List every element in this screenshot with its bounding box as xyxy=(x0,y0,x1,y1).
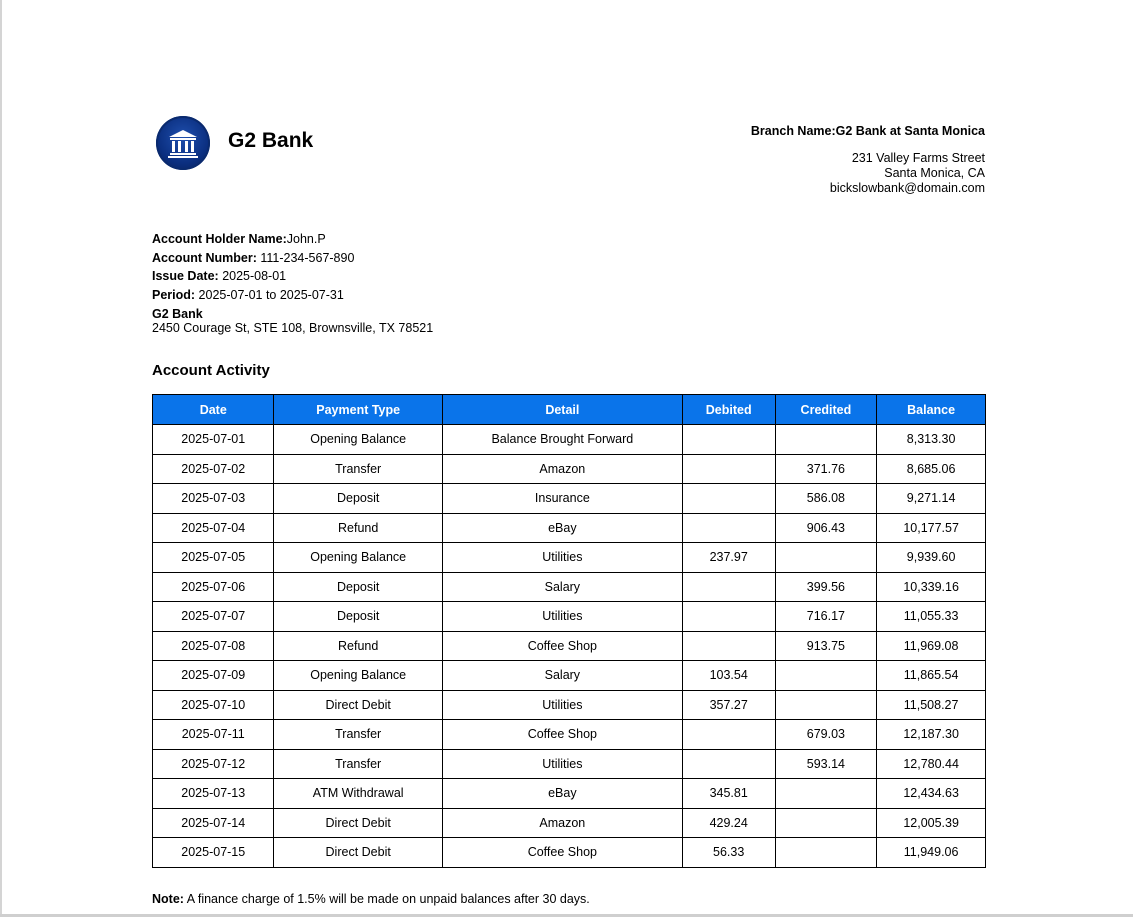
cell-credited: 906.43 xyxy=(775,513,877,543)
bank-building-icon xyxy=(166,126,200,160)
issue-date xyxy=(152,269,433,288)
cell-payment-type: Direct Debit xyxy=(274,808,442,838)
table-row xyxy=(153,779,986,809)
cell-payment-type: Opening Balance xyxy=(274,661,442,691)
cell-detail: Insurance xyxy=(442,484,682,514)
cell-date: 2025-07-11 xyxy=(153,720,274,750)
branch-name xyxy=(751,124,985,139)
page-edge xyxy=(0,0,2,917)
cell-credited: 716.17 xyxy=(775,602,877,632)
cell-debited xyxy=(682,749,775,779)
cell-date: 2025-07-03 xyxy=(153,484,274,514)
cell-date: 2025-07-05 xyxy=(153,543,274,573)
period-value: 2025-07-01 to 2025-07-31 xyxy=(198,288,344,303)
cell-debited xyxy=(682,513,775,543)
bank-address-name: G2 Bank xyxy=(152,306,203,321)
cell-credited: 586.08 xyxy=(775,484,877,514)
table-row xyxy=(153,690,986,720)
cell-detail: Utilities xyxy=(442,749,682,779)
cell-detail: Utilities xyxy=(442,690,682,720)
cell-payment-type: Deposit xyxy=(274,572,442,602)
account-details xyxy=(152,232,433,335)
cell-debited: 237.97 xyxy=(682,543,775,573)
cell-payment-type: Opening Balance xyxy=(274,425,442,455)
branch-name-label: Branch Name: xyxy=(750,124,836,138)
cell-detail: Utilities xyxy=(442,602,682,632)
cell-debited xyxy=(682,602,775,632)
account-activity-title: Account Activity xyxy=(152,362,270,379)
table-row xyxy=(153,484,986,514)
cell-balance: 11,508.27 xyxy=(877,690,986,720)
cell-date: 2025-07-13 xyxy=(153,779,274,809)
cell-balance: 12,434.63 xyxy=(877,779,986,809)
table-row xyxy=(153,838,986,868)
account-number-value: 111-234-567-890 xyxy=(260,250,355,265)
column-header-payment-type: Payment Type xyxy=(274,395,442,425)
cell-detail: Balance Brought Forward xyxy=(442,425,682,455)
cell-date: 2025-07-01 xyxy=(153,425,274,455)
cell-date: 2025-07-15 xyxy=(153,838,274,868)
cell-debited xyxy=(682,484,775,514)
table-row xyxy=(153,808,986,838)
cell-date: 2025-07-09 xyxy=(153,661,274,691)
cell-balance: 9,271.14 xyxy=(877,484,986,514)
period-label: Period: xyxy=(152,288,196,303)
account-activity-table xyxy=(152,394,986,868)
cell-credited xyxy=(775,690,877,720)
note-text: A finance charge of 1.5% will be made on unpaid balances after 30 days. xyxy=(183,892,590,906)
table-row xyxy=(153,749,986,779)
cell-balance: 12,780.44 xyxy=(877,749,986,779)
cell-payment-type: Opening Balance xyxy=(274,543,442,573)
branch-email: bickslowbank@domain.com xyxy=(829,181,985,195)
column-header-balance: Balance xyxy=(877,395,986,425)
cell-balance: 11,055.33 xyxy=(877,602,986,632)
branch-info xyxy=(751,124,985,196)
cell-detail: Coffee Shop xyxy=(442,720,682,750)
cell-payment-type: Transfer xyxy=(274,749,442,779)
cell-credited: 371.76 xyxy=(775,454,877,484)
cell-credited xyxy=(775,838,877,868)
cell-date: 2025-07-14 xyxy=(153,808,274,838)
cell-payment-type: Direct Debit xyxy=(274,690,442,720)
cell-balance: 10,339.16 xyxy=(877,572,986,602)
cell-debited xyxy=(682,425,775,455)
cell-credited: 679.03 xyxy=(775,720,877,750)
cell-debited: 429.24 xyxy=(682,808,775,838)
table-row xyxy=(153,661,986,691)
cell-balance: 10,177.57 xyxy=(877,513,986,543)
table-row xyxy=(153,543,986,573)
cell-balance: 12,005.39 xyxy=(877,808,986,838)
cell-payment-type: Refund xyxy=(274,631,442,661)
cell-debited xyxy=(682,454,775,484)
table-header-row xyxy=(153,395,986,425)
cell-balance: 9,939.60 xyxy=(877,543,986,573)
cell-credited xyxy=(775,779,877,809)
table-row xyxy=(153,454,986,484)
cell-date: 2025-07-06 xyxy=(153,572,274,602)
cell-payment-type: Direct Debit xyxy=(274,838,442,868)
account-number-label: Account Number: xyxy=(152,250,257,265)
table-row xyxy=(153,572,986,602)
cell-credited xyxy=(775,808,877,838)
cell-credited: 593.14 xyxy=(775,749,877,779)
table-row xyxy=(153,602,986,632)
cell-debited xyxy=(682,572,775,602)
cell-detail: Salary xyxy=(442,572,682,602)
statement-period xyxy=(152,288,433,307)
cell-payment-type: Transfer xyxy=(274,454,442,484)
cell-date: 2025-07-07 xyxy=(153,602,274,632)
cell-balance: 11,969.08 xyxy=(877,631,986,661)
cell-debited xyxy=(682,720,775,750)
cell-balance: 11,865.54 xyxy=(877,661,986,691)
column-header-credited: Credited xyxy=(775,395,877,425)
bank-address: 2450 Courage St, STE 108, Brownsville, TX 78521 xyxy=(152,320,434,335)
cell-balance: 8,313.30 xyxy=(877,425,986,455)
cell-payment-type: Transfer xyxy=(274,720,442,750)
branch-city: Santa Monica, CA xyxy=(884,166,985,180)
table-row xyxy=(153,720,986,750)
cell-detail: eBay xyxy=(442,513,682,543)
cell-payment-type: Deposit xyxy=(274,484,442,514)
note-label: Note: xyxy=(152,892,184,906)
account-holder-value: John.P xyxy=(286,232,326,246)
branch-street: 231 Valley Farms Street xyxy=(851,151,985,165)
cell-debited: 357.27 xyxy=(682,690,775,720)
bank-address-block xyxy=(152,307,433,335)
cell-detail: Salary xyxy=(442,661,682,691)
cell-detail: Amazon xyxy=(442,454,682,484)
column-header-debited: Debited xyxy=(682,395,775,425)
cell-detail: Coffee Shop xyxy=(442,631,682,661)
cell-detail: eBay xyxy=(442,779,682,809)
cell-balance: 11,949.06 xyxy=(877,838,986,868)
cell-debited: 103.54 xyxy=(682,661,775,691)
cell-credited xyxy=(775,425,877,455)
cell-date: 2025-07-10 xyxy=(153,690,274,720)
activity-rows xyxy=(153,425,986,868)
cell-date: 2025-07-08 xyxy=(153,631,274,661)
account-number xyxy=(152,251,433,270)
cell-debited: 345.81 xyxy=(682,779,775,809)
cell-date: 2025-07-02 xyxy=(153,454,274,484)
cell-date: 2025-07-12 xyxy=(153,749,274,779)
cell-detail: Amazon xyxy=(442,808,682,838)
cell-debited xyxy=(682,631,775,661)
account-holder-label: Account Holder Name: xyxy=(152,232,287,246)
cell-payment-type: Refund xyxy=(274,513,442,543)
cell-detail: Coffee Shop xyxy=(442,838,682,868)
table-row xyxy=(153,425,986,455)
branch-name-value: G2 Bank at Santa Monica xyxy=(835,124,985,138)
bank-name: G2 Bank xyxy=(228,129,314,152)
column-header-detail: Detail xyxy=(442,395,682,425)
bank-logo xyxy=(156,116,210,170)
cell-balance: 8,685.06 xyxy=(877,454,986,484)
finance-note xyxy=(152,892,590,906)
issue-date-value: 2025-08-01 xyxy=(222,269,287,284)
table-row xyxy=(153,631,986,661)
cell-payment-type: ATM Withdrawal xyxy=(274,779,442,809)
cell-balance: 12,187.30 xyxy=(877,720,986,750)
cell-detail: Utilities xyxy=(442,543,682,573)
cell-credited xyxy=(775,661,877,691)
cell-credited xyxy=(775,543,877,573)
account-holder xyxy=(152,232,433,251)
cell-debited: 56.33 xyxy=(682,838,775,868)
cell-credited: 399.56 xyxy=(775,572,877,602)
cell-credited: 913.75 xyxy=(775,631,877,661)
cell-payment-type: Deposit xyxy=(274,602,442,632)
cell-date: 2025-07-04 xyxy=(153,513,274,543)
table-row xyxy=(153,513,986,543)
column-header-date: Date xyxy=(153,395,274,425)
issue-date-label: Issue Date: xyxy=(152,269,219,284)
